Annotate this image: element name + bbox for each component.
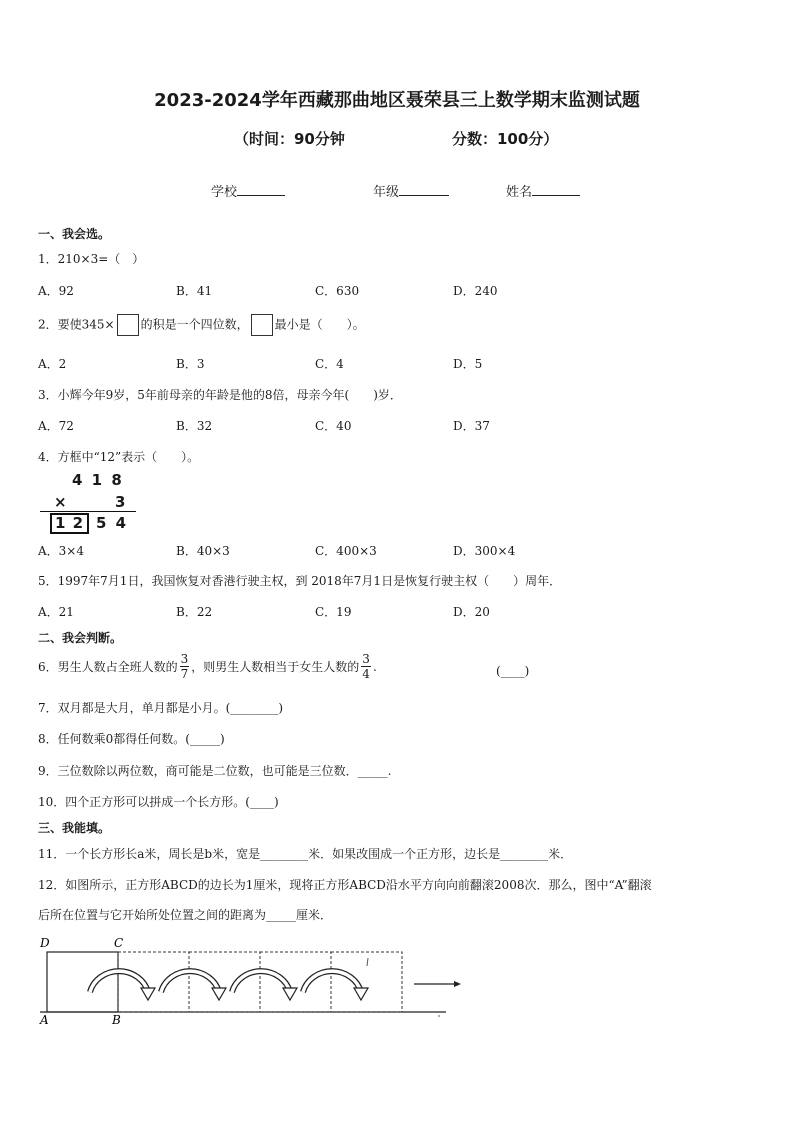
- rolling-square-figure: [30, 930, 470, 1030]
- fraction-denominator: 4: [362, 667, 370, 681]
- page-title: 2023-2024学年西藏那曲地区聂荣县三上数学期末监测试题: [154, 90, 640, 111]
- q6-text-c: .: [372, 659, 377, 674]
- question-12-line-2: 后所在位置与它开始所处位置之间的距离为_____厘米．: [38, 908, 333, 922]
- roll-arrow-icon: [90, 971, 155, 1000]
- label-c: C: [114, 936, 124, 950]
- q2-option-d[interactable]: D．5: [453, 357, 483, 371]
- question-10: 10．四个正方形可以拼成一个长方形。(____): [38, 795, 279, 809]
- label-b: B: [112, 1013, 121, 1027]
- q6-text-a: 6．男生人数占全班人数的: [38, 660, 178, 674]
- fraction-denominator: 7: [180, 667, 189, 681]
- grade-label: 年级: [373, 185, 400, 200]
- question-6: [38, 652, 377, 681]
- mult-rest-digits: 5 4: [96, 514, 129, 532]
- label-d: D: [40, 936, 50, 950]
- dashed-square: [260, 952, 331, 1012]
- grade-field[interactable]: [373, 181, 449, 200]
- q2-text-a: 2．要使345×: [38, 317, 115, 332]
- q2-option-c[interactable]: C．4: [315, 357, 344, 371]
- name-label: 姓名: [506, 185, 533, 200]
- school-field[interactable]: [211, 181, 285, 200]
- q3-option-a[interactable]: A．72: [38, 419, 74, 433]
- question-2: [38, 314, 365, 336]
- q5-option-c[interactable]: C．19: [315, 605, 352, 619]
- fraction-numerator: 3: [180, 652, 189, 666]
- name-field[interactable]: [506, 181, 580, 200]
- q5-option-d[interactable]: D．20: [453, 605, 490, 619]
- question-1: 1．210×3=（ ）: [38, 252, 145, 266]
- question-9: 9．三位数除以两位数，商可能是二位数，也可能是三位数．_____.: [38, 764, 392, 778]
- roll-arrow-icon: [232, 971, 297, 1000]
- dashed-square: [189, 952, 260, 1012]
- q3-option-d[interactable]: D．37: [453, 419, 490, 433]
- school-blank[interactable]: [237, 182, 285, 196]
- mult-row-2: 3: [115, 493, 126, 511]
- q1-option-a[interactable]: A．92: [38, 284, 74, 298]
- answer-box[interactable]: [117, 314, 139, 336]
- mult-boxed-digits: 1 2: [50, 513, 89, 534]
- q5-option-a[interactable]: A．21: [38, 605, 74, 619]
- q2-option-b[interactable]: B．3: [176, 357, 205, 371]
- name-blank[interactable]: [532, 182, 580, 196]
- fraction-numerator: 3: [362, 652, 370, 666]
- q6-answer-blank[interactable]: (____): [496, 664, 530, 678]
- q3-option-c[interactable]: C．40: [315, 419, 352, 433]
- q6-text-b: ，则男生人数相当于女生人数的: [191, 660, 360, 674]
- q4-option-a[interactable]: A．3×4: [38, 544, 84, 558]
- roll-arrow-icon: [303, 971, 368, 1000]
- mult-row-1: 4 1 8: [72, 471, 124, 489]
- q2-text-b: 的积是一个四位数，: [140, 317, 249, 332]
- question-8: 8．任何数乘0都得任何数。(_____): [38, 732, 225, 746]
- q5-option-b[interactable]: B．22: [176, 605, 213, 619]
- q4-option-c[interactable]: C．400×3: [315, 544, 377, 558]
- fraction-3-4: [361, 652, 371, 681]
- question-7: 7．双月都是大月，单月都是小月。(________): [38, 701, 283, 715]
- q1-option-b[interactable]: B．41: [176, 284, 213, 298]
- square-abcd: [47, 952, 118, 1012]
- label-a: A: [40, 1013, 49, 1027]
- mult-operator: ×: [54, 493, 67, 511]
- grade-blank[interactable]: [399, 182, 449, 196]
- roll-arrow-icon: [161, 971, 226, 1000]
- question-3: 3．小辉今年9岁，5年前母亲的年龄是他的8倍，母亲今年( )岁．: [38, 388, 402, 402]
- question-11: 11．一个长方形长a米，周长是b米，宽是________米．如果改围成一个正方形，边长是________米．: [38, 847, 573, 861]
- q1-option-c[interactable]: C．630: [315, 284, 360, 298]
- tick-mark: [367, 958, 368, 966]
- question-12-line-1: 12．如图所示，正方形ABCD的边长为1厘米，现将正方形ABCD沿水平方向向前翻滚2008次．那么，图中“A”翻滚: [38, 878, 652, 892]
- exam-score: 分数：100分）: [452, 130, 559, 148]
- dashed-square: [331, 952, 402, 1012]
- section-2-heading: 二、我会判断。: [38, 631, 123, 645]
- fraction-3-7: [180, 652, 190, 681]
- question-4: 4．方框中“12”表示（ ）。: [38, 450, 200, 464]
- dashed-square: [118, 952, 189, 1012]
- q4-option-b[interactable]: B．40×3: [176, 544, 230, 558]
- mult-rule: [40, 511, 136, 512]
- q3-option-b[interactable]: B．32: [176, 419, 213, 433]
- school-label: 学校: [211, 185, 238, 200]
- q4-option-d[interactable]: D．300×4: [453, 544, 516, 558]
- q2-option-a[interactable]: A．2: [38, 357, 67, 371]
- q1-option-d[interactable]: D．240: [453, 284, 498, 298]
- section-1-heading: 一、我会选。: [38, 227, 111, 241]
- right-arrow-icon: [414, 981, 461, 987]
- section-3-heading: 三、我能填。: [38, 821, 111, 835]
- question-5: 5．1997年7月1日，我国恢复对香港行驶主权，到 2018年7月1日是恢复行驶主权（ ）周年．: [38, 574, 562, 588]
- answer-box[interactable]: [251, 314, 273, 336]
- q2-text-c: 最小是（ ）。: [274, 317, 365, 332]
- exam-time: （时间：90分钟: [234, 130, 345, 148]
